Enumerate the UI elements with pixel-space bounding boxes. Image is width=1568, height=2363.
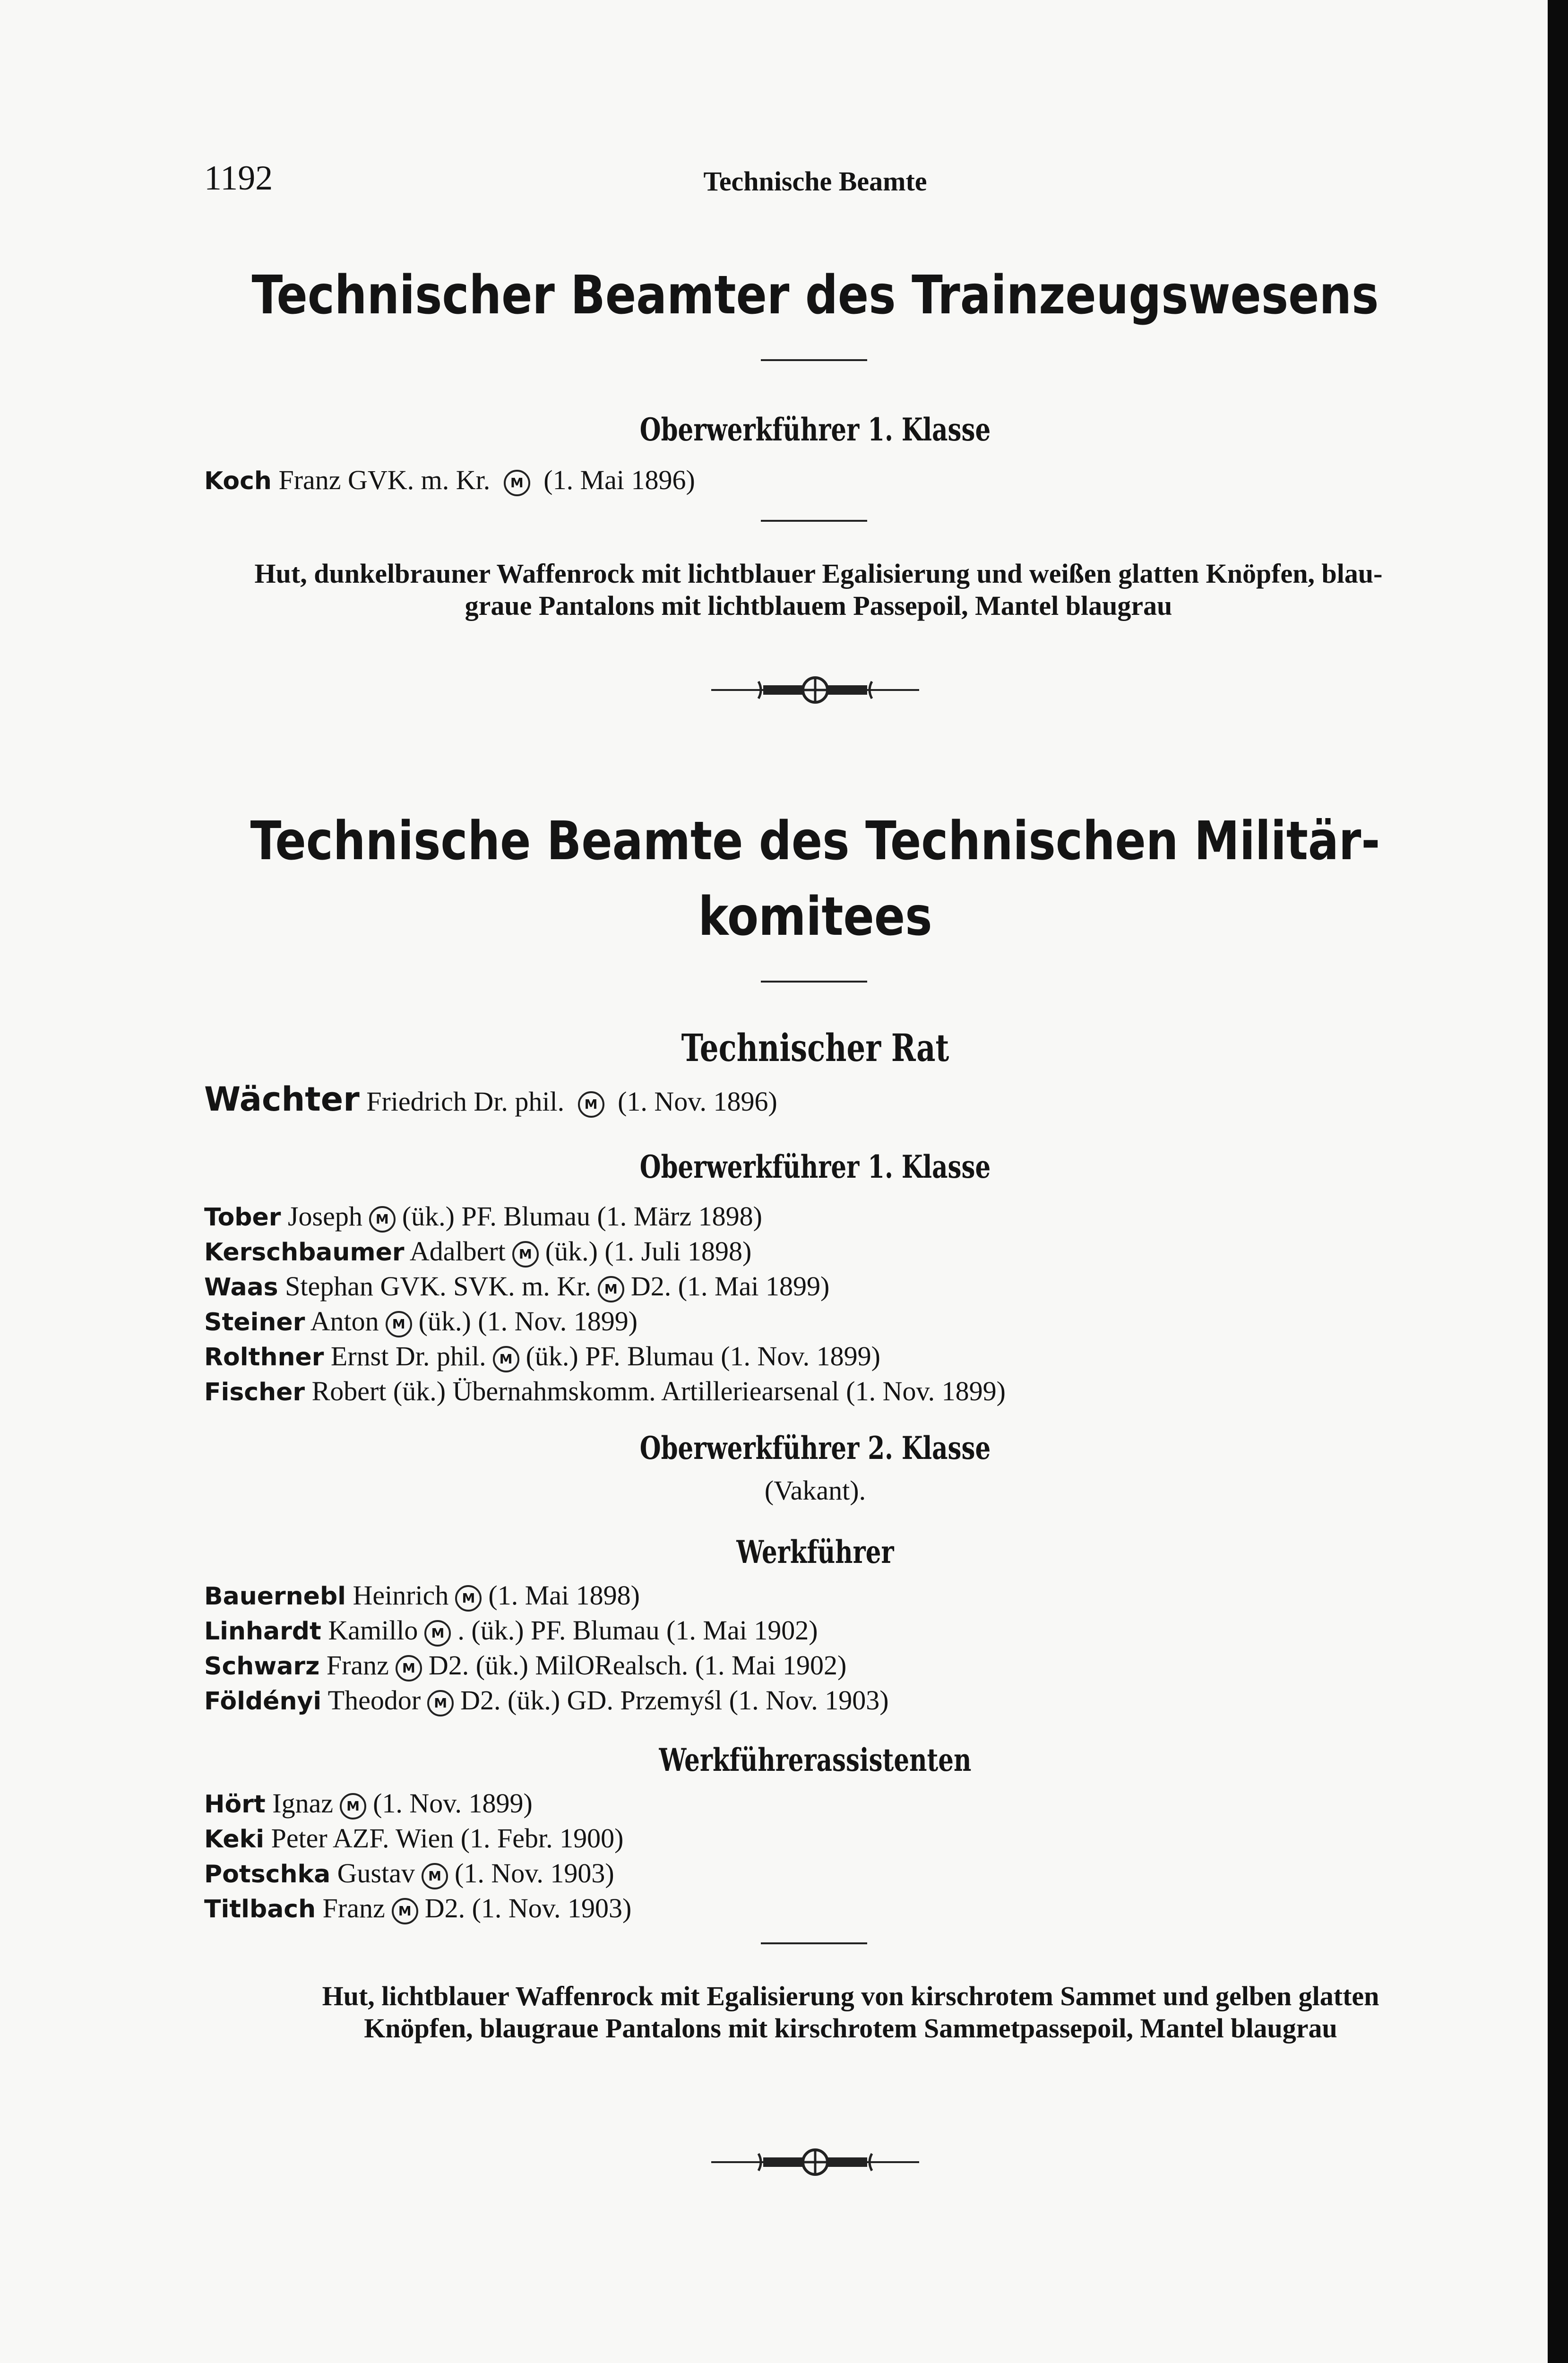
medal-icon: M [424, 1620, 451, 1647]
personnel-entry [204, 1269, 1006, 1304]
surname: Waas [204, 1273, 278, 1302]
rank-heading: Oberwerkführer 1. Klasse [639, 1148, 991, 1185]
personnel-entry [204, 1683, 889, 1718]
uniform-description [236, 1980, 1465, 2044]
entry-details: (ük.) (1. Nov. 1899) [418, 1306, 638, 1337]
entry-details: D2. (ük.) GD. Przemyśl (1. Nov. 1903) [460, 1685, 889, 1716]
uniform-line: Hut, dunkelbrauner Waffenrock mit lichtblauer Egalisierung und weißen glatten Knöpfen, blau- [254, 558, 1383, 589]
surname: Bauernebl [204, 1582, 346, 1611]
medal-icon: M [578, 1091, 604, 1118]
medal-icon: M [504, 470, 530, 496]
personnel-entry [204, 1856, 631, 1891]
personnel-entry [204, 1234, 1006, 1269]
divider [761, 1942, 867, 1944]
entry-date: (1. Nov. 1896) [618, 1086, 777, 1117]
personnel-entry [204, 1648, 889, 1683]
personnel-entry [204, 1339, 1006, 1374]
wf-list [204, 1578, 889, 1718]
surname: Koch [204, 467, 272, 495]
personnel-entry [204, 1304, 1006, 1339]
section-title-trainzeug: Technischer Beamter des Trainzeugswesens [251, 265, 1379, 326]
uniform-line: Knöpfen, blaugraue Pantalons mit kirschrotem Sammetpassepoil, Mantel blaugrau [364, 2013, 1337, 2044]
surname: Wächter [204, 1080, 360, 1119]
page-number: 1192 [204, 159, 273, 198]
divider [761, 981, 867, 983]
medal-icon: M [455, 1585, 482, 1612]
rank-heading: Oberwerkführer 2. Klasse [639, 1430, 991, 1466]
uniform-line: Hut, lichtblauer Waffenrock mit Egalisierung von kirschrotem Sammet und gelben glatten [322, 1981, 1379, 2011]
personnel-entry [204, 463, 695, 498]
surname: Titlbach [204, 1895, 316, 1923]
entry-details: (1. Mai 1898) [488, 1580, 640, 1611]
personnel-entry [204, 1786, 631, 1821]
personnel-entry [204, 1613, 889, 1648]
given-name-titles: Heinrich [353, 1580, 449, 1611]
medal-icon: M [427, 1690, 454, 1716]
running-head: Technische Beamte [703, 166, 927, 197]
personnel-entry [204, 1578, 889, 1613]
entry-details: D2. (1. Nov. 1903) [424, 1893, 632, 1923]
ornament-divider-icon [711, 671, 919, 709]
medal-icon: M [392, 1898, 418, 1924]
entry-details: . (ük.) PF. Blumau (1. Mai 1902) [457, 1615, 818, 1646]
uniform-line: graue Pantalons mit lichtblauem Passepoil, Mantel blaugrau [465, 590, 1172, 621]
medal-icon: M [512, 1241, 539, 1268]
entry-details: D2. (ük.) MilORealsch. (1. Mai 1902) [428, 1650, 847, 1681]
rank-heading: Werkführer [736, 1534, 894, 1570]
given-name-titles: Kamillo [328, 1615, 418, 1646]
given-name-titles: Stephan GVK. SVK. m. Kr. [285, 1271, 591, 1302]
surname: Fischer [204, 1378, 305, 1406]
ornament-divider-icon [711, 2143, 919, 2181]
medal-icon: M [369, 1206, 396, 1233]
title-line: Technische Beamte des Technischen Militär- [250, 811, 1380, 872]
entry-details: (1. Nov. 1903) [455, 1858, 614, 1889]
rank-heading: Oberwerkführer 1. Klasse [639, 411, 991, 448]
personnel-entry [204, 1891, 631, 1926]
given-name-titles: Joseph [287, 1201, 362, 1232]
surname: Steiner [204, 1308, 305, 1337]
medal-icon: M [396, 1655, 422, 1682]
given-name-titles: Ernst Dr. phil. [330, 1341, 486, 1371]
personnel-entry [204, 1082, 777, 1119]
section-title-militaerkomitee [114, 803, 1516, 955]
given-name-titles: Anton [310, 1306, 379, 1337]
surname: Rolthner [204, 1343, 324, 1371]
divider [761, 359, 867, 361]
given-name-titles: Franz [326, 1650, 389, 1681]
surname: Kerschbaumer [204, 1238, 405, 1267]
given-name-titles: Robert (ük.) Übernahmskomm. Artilleriearsenal (1. Nov. 1899) [311, 1376, 1006, 1406]
medal-icon: M [386, 1311, 412, 1337]
surname: Keki [204, 1825, 265, 1854]
given-name-titles: Peter AZF. Wien (1. Febr. 1900) [271, 1823, 624, 1854]
title-line: komitees [698, 886, 932, 948]
given-name-titles: Gustav [337, 1858, 415, 1889]
personnel-entry [204, 1374, 1006, 1409]
given-name-titles: Theodor [327, 1685, 421, 1716]
given-name-titles: Friedrich Dr. phil. [366, 1086, 565, 1117]
entry-details: (1. Nov. 1899) [373, 1788, 533, 1819]
entry-details: (ük.) (1. Juli 1898) [545, 1236, 752, 1267]
rank-heading: Werkführerassistenten [659, 1742, 972, 1778]
given-name-titles: Franz [322, 1893, 385, 1923]
divider [761, 520, 867, 522]
surname: Linhardt [204, 1617, 321, 1646]
medal-icon: M [598, 1276, 624, 1302]
given-name-titles: Adalbert [409, 1236, 506, 1267]
entry-details: D2. (1. Mai 1899) [630, 1271, 830, 1302]
entry-date: (1. Mai 1896) [543, 465, 695, 495]
rank-heading: Technischer Rat [681, 1026, 949, 1070]
surname: Hört [204, 1790, 266, 1819]
given-name-titles: Franz GVK. m. Kr. [278, 465, 491, 495]
scan-edge [1548, 0, 1568, 2363]
personnel-entry [204, 1199, 1006, 1234]
vacancy-note: (Vakant). [764, 1475, 866, 1506]
surname: Schwarz [204, 1652, 320, 1681]
medal-icon: M [422, 1863, 448, 1889]
given-name-titles: Ignaz [272, 1788, 334, 1819]
owf1-list [204, 1199, 1006, 1409]
surname: Tober [204, 1203, 281, 1232]
personnel-entry [204, 1821, 631, 1856]
entry-details: (ük.) PF. Blumau (1. Nov. 1899) [526, 1341, 880, 1371]
medal-icon: M [493, 1346, 519, 1372]
entry-details: (ük.) PF. Blumau (1. März 1898) [402, 1201, 762, 1232]
uniform-description [204, 558, 1433, 622]
surname: Földényi [204, 1687, 322, 1716]
wfa-list [204, 1786, 631, 1926]
medal-icon: M [340, 1793, 366, 1820]
surname: Potschka [204, 1860, 331, 1889]
